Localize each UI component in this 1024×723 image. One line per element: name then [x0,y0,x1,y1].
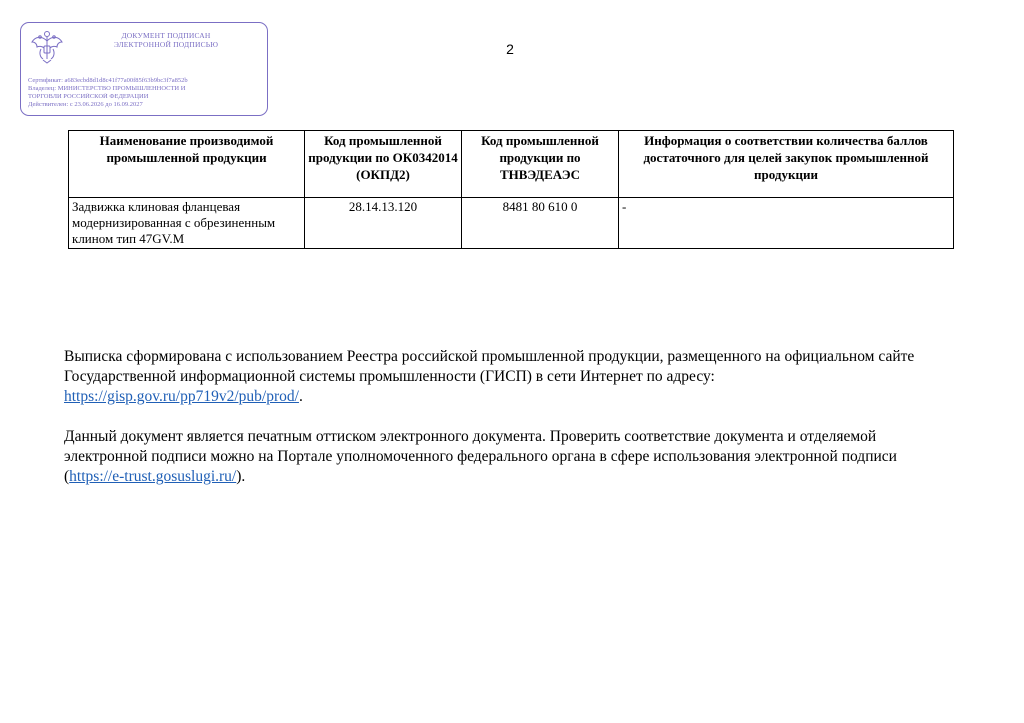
stamp-validity: Действителен: с 23.06.2026 до 16.09.2027 [28,101,143,108]
verification-note-tail: ). [236,468,246,485]
registry-extract-note [64,347,944,407]
stamp-details [28,77,264,109]
stamp-owner: ТОРГОВЛИ РОССИЙСКОЙ ФЕДЕРАЦИИ [28,93,149,100]
header-okpd2-code: Код промышленной продукции по ОК0342014 (ОКПД2) [305,131,462,198]
registry-note-tail: . [298,388,303,405]
stamp-certificate: Сертификат: a683ecbd8d1d8c41f77a00f85f63b9bc3f7a852b [28,77,188,84]
page-number: 2 [506,41,514,57]
header-tnved-code: Код промышленной продукции по ТНВЭДЕАЭС [462,131,619,198]
verification-note-text: Данный документ является печатным оттиском электронного документа. Проверить соответствие документа и отделяемой электронной подписи можно на Портале уполномоченного федерального органа в сфере использования электронной подписи ( [64,428,897,485]
stamp-title-line: ДОКУМЕНТ ПОДПИСАН [121,31,211,40]
table-header-row [69,131,954,198]
header-product-name: Наименование производимой промышленной продукции [69,131,305,198]
e-trust-portal-link[interactable]: https://e-trust.gosuslugi.ru/ [69,468,237,485]
stamp-title-line: ЭЛЕКТРОННОЙ ПОДПИСЬЮ [113,40,219,49]
cell-tnved-code: 8481 80 610 0 [462,198,619,249]
cell-okpd2-code: 28.14.13.120 [305,198,462,249]
stamp-title [71,31,261,49]
stamp-owner: Владелец: МИНИСТЕРСТВО ПРОМЫШЛЕННОСТИ И [28,85,186,92]
table-row [69,198,954,249]
russian-eagle-emblem-icon [29,29,65,65]
gisp-registry-link[interactable]: https://gisp.gov.ru/pp719v2/pub/prod/ [64,388,299,405]
signature-verification-note [64,427,944,487]
electronic-signature-stamp [20,22,268,116]
products-table [68,130,954,249]
cell-points-info: - [619,198,954,249]
header-points-info: Информация о соответствии количества баллов достаточного для целей закупок промышленной продукции [619,131,954,198]
registry-note-text: Выписка сформирована с использованием Реестра российской промышленной продукции, размещенного на официальном сайте Государственной информационной системы промышленности (ГИСП) в сети Интернет по адресу: [64,348,915,385]
cell-product-name: Задвижка клиновая фланцевая модернизированная с обрезиненным клином тип 47GV.M [69,198,305,249]
